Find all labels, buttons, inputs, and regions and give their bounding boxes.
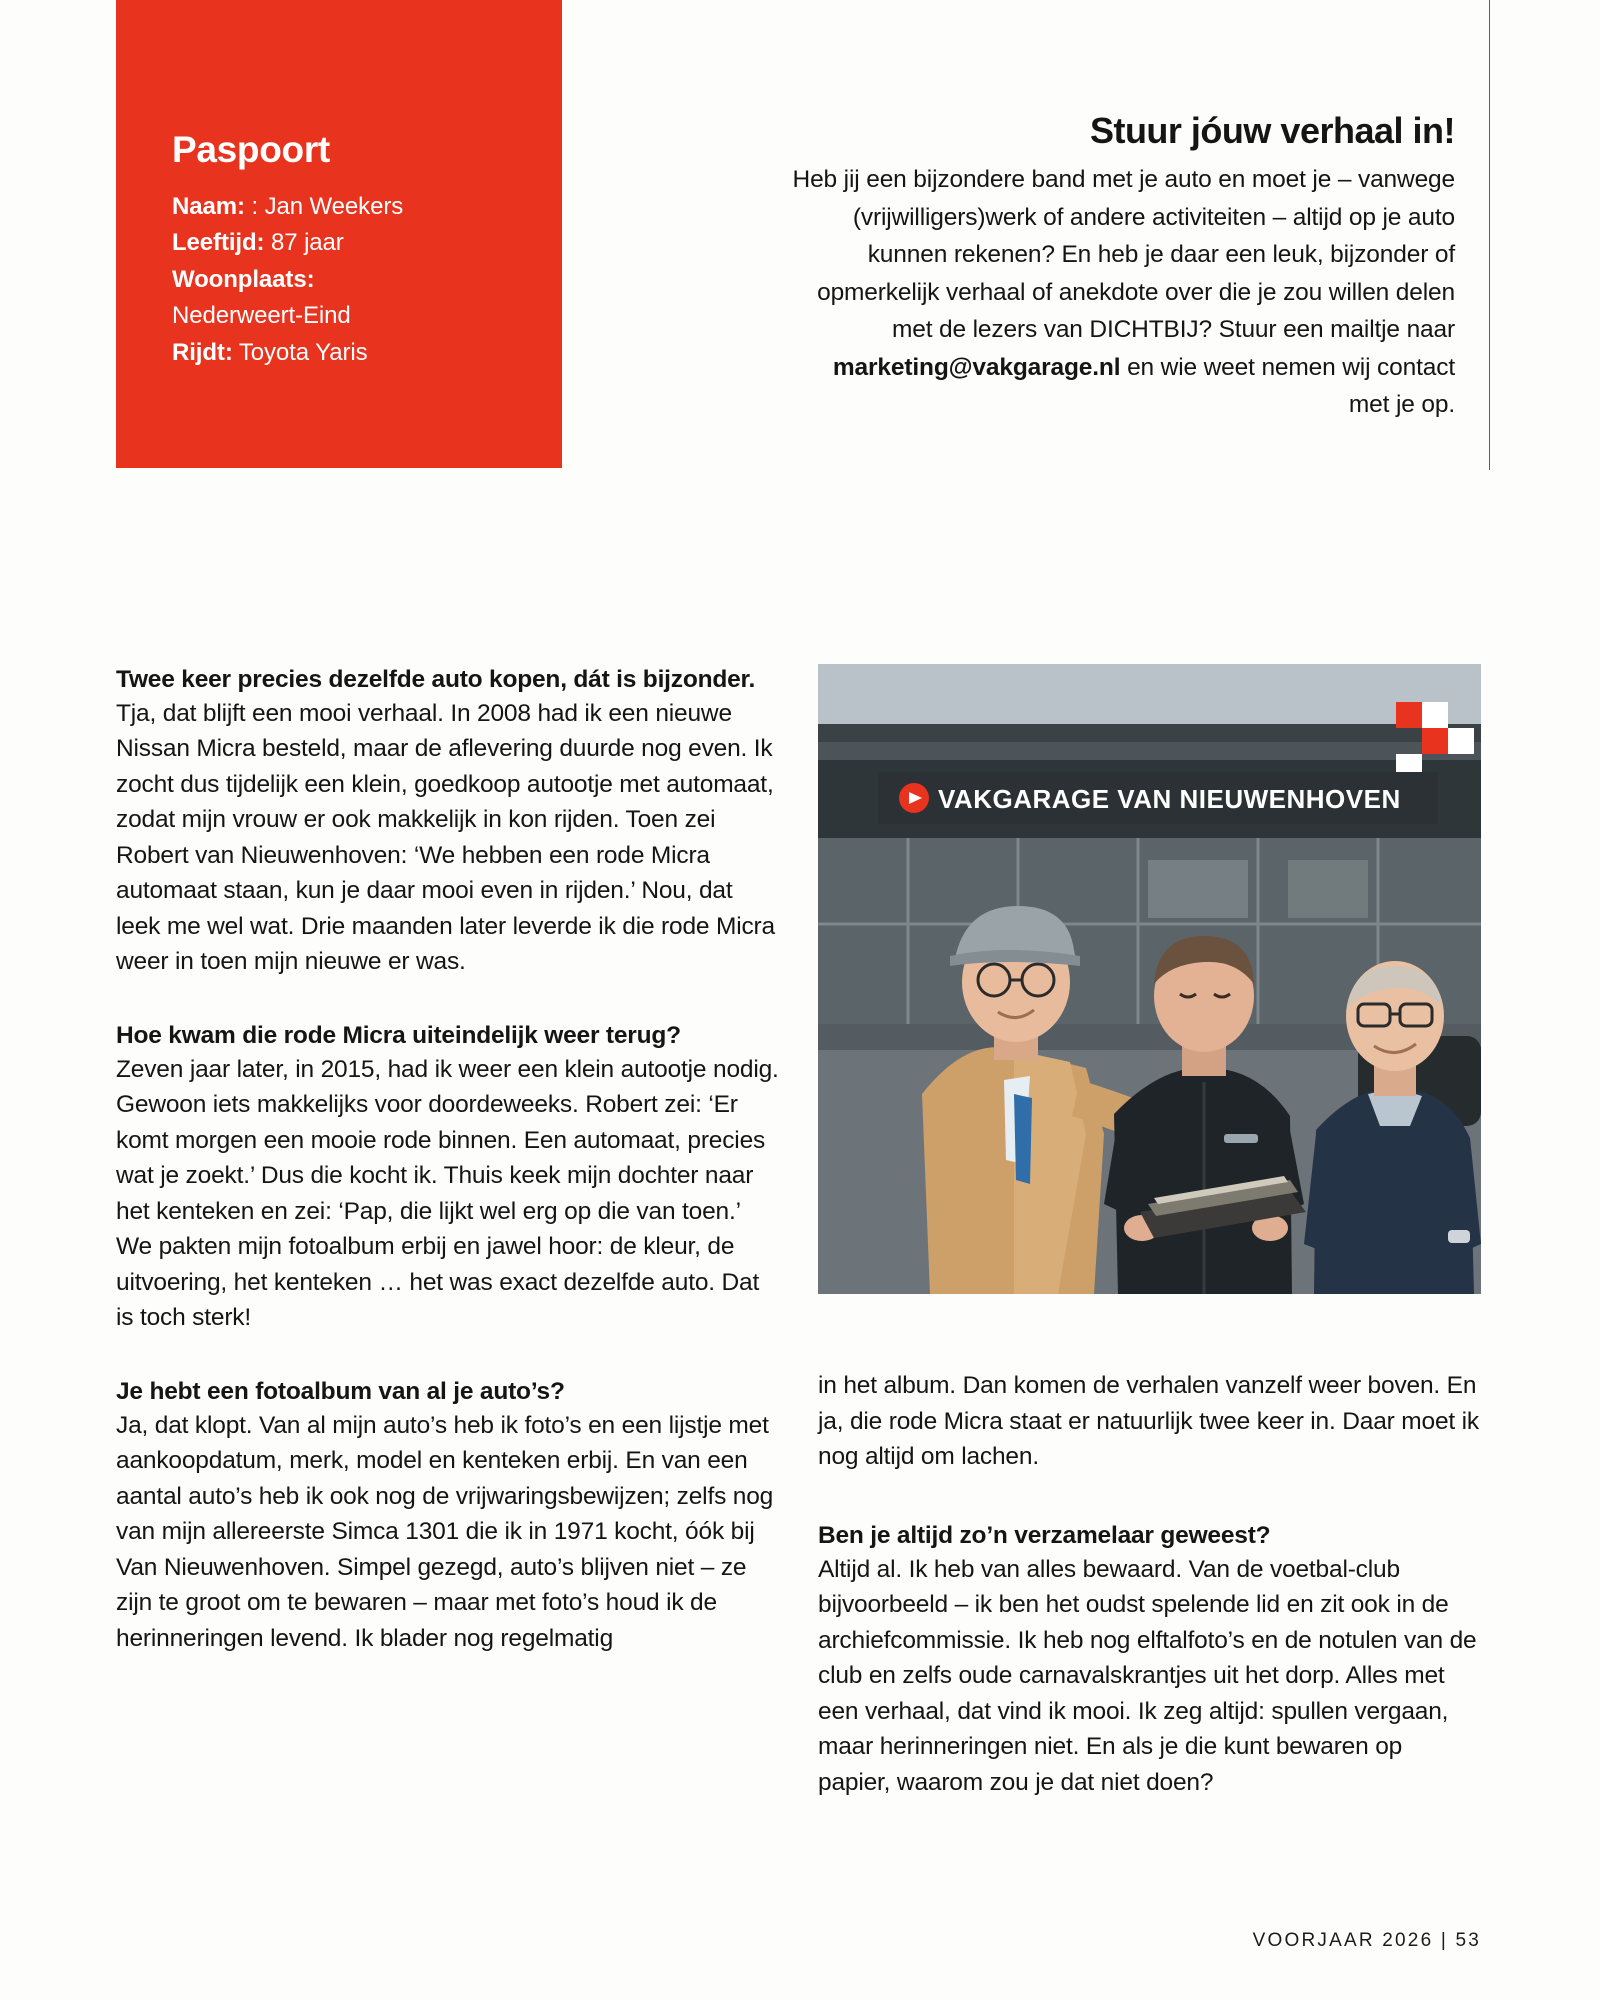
paspoort-title: Paspoort xyxy=(172,129,330,170)
footer-separator: | xyxy=(1440,1930,1448,1951)
article-paragraph-1: Tja, dat blijft een mooi verhaal. In 2008 had ik een nieuwe Nissan Micra besteld, maar de aflevering duurde nog even. Ik zocht dus tijdelijk een klein, goedkoop autootje met automaat, zodat mijn vrouw er ook makkelijk in kon rijden. Toen zei Robert van Nieuwenhoven: ‘We hebben een rode Micra automaat staan, kun je daar mooi even in rijden.’ Nou, dat leek me wel wat. Drie maanden later leverde ik die rode Micra weer in toen mijn nieuwe er was. xyxy=(116,699,775,976)
article-heading-1: Twee keer precies dezelfde auto kopen, dát is bijzonder. xyxy=(116,666,756,693)
article-photo xyxy=(818,664,1481,1294)
svg-text:VAKGARAGE VAN NIEUWENHOVEN: VAKGARAGE VAN NIEUWENHOVEN xyxy=(938,784,1401,814)
article-paragraph-continuation: in het album. Dan komen de verhalen vanzelf weer boven. En ja, die rode Micra staat er natuurlijk twee keer in. Daar moet ik nog altijd om lachen. xyxy=(818,1372,1479,1471)
submit-story-callout xyxy=(790,110,1455,424)
article-heading-2: Hoe kwam die rode Micra uiteindelijk weer terug? xyxy=(116,1021,681,1049)
submit-story-title: Stuur jóuw verhaal in! xyxy=(1089,110,1455,151)
paspoort-field-rijdt xyxy=(172,335,510,371)
footer-issue: VOORJAAR 2026 xyxy=(1252,1930,1434,1951)
article-heading-3: Je hebt een fotoalbum van al je auto’s? xyxy=(116,1377,565,1405)
paspoort-box xyxy=(116,0,562,468)
submit-story-body-part1: Heb jij een bijzondere band met je auto en moet je – vanwege (vrijwilligers)werk of andere activiteiten – altijd op je auto kunnen rekenen? En heb je daar een leuk, bijzonder of opmerkelijk verhaal of anekdote over die je zou willen delen met de lezers van DICHTBIJ? Stuur een mailtje naar xyxy=(792,166,1455,344)
article-heading-4: Ben je altijd zo’n verzamelaar geweest? xyxy=(818,1522,1271,1549)
paspoort-field-leeftijd-value: 87 jaar xyxy=(271,229,344,257)
submit-story-body-part2: en wie weet nemen wij contact met je op. xyxy=(1120,353,1455,419)
paspoort-field-naam xyxy=(172,189,510,225)
article-right-column-continuation xyxy=(818,1368,1481,1475)
article-block xyxy=(116,1020,779,1336)
paspoort-field-leeftijd xyxy=(172,225,510,261)
paspoort-field-leeftijd-label: Leeftijd: xyxy=(172,229,265,257)
paspoort-field-woonplaats-label: Woonplaats: xyxy=(172,265,315,293)
article-block xyxy=(116,664,779,980)
article-paragraph-4: Altijd al. Ik heb van alles bewaard. Van de voetbal-club bijvoorbeeld – ik ben het oudst spelende lid en zit ook in de archiefcommissie. Ik heb nog elftalfoto’s en de notulen van de club en zelfs oude carnavalskrantjes uit het dorp. Alles met een verhaal, dat vind ik mooi. Ik zeg altijd: spullen vergaan, maar herinneringen niet. En als je die kunt bewaren op papier, waarom zou je dat niet doen? xyxy=(818,1555,1477,1796)
article-left-column xyxy=(116,664,779,1656)
article-block xyxy=(818,1520,1481,1800)
article-paragraph-3: Ja, dat klopt. Van al mijn auto’s heb ik foto’s en een lijstje met aankoopdatum, merk, model en kenteken erbij. En van een aantal auto’s heb ik ook nog de vrijwaringsbewijzen; zelfs nog van mijn allereerste Simca 1301 die ik in 1971 kocht, óók bij Van Nieuwenhoven. Simpel gezegd, auto’s blijven niet – ze zijn te groot om te bewaren – maar met foto’s houd ik de herinneringen levend. Ik blader nog regelmatig xyxy=(116,1411,774,1652)
article-paragraph-2: Zeven jaar later, in 2015, had ik weer een klein autootje nodig. Gewoon iets makkelijks voor doordeweeks. Robert zei: ‘Er komt morgen een mooie rode binnen. Een automaat, precies wat je zoekt.’ Dus die kocht ik. Thuis keek mijn dochter naar het kenteken en zei: ‘Pap, die lijkt wel erg op die van toen.’ We pakten mijn fotoalbum erbij en jawel hoor: de kleur, de uitvoering, het kenteken … het was exact dezelfde auto. Dat is toch sterk! xyxy=(116,1055,779,1332)
paspoort-field-naam-value: : Jan Weekers xyxy=(251,192,404,220)
paspoort-field-woonplaats-value-line xyxy=(172,298,510,334)
paspoort-field-naam-label: Naam: xyxy=(172,192,245,220)
paspoort-field-rijdt-label: Rijdt: xyxy=(172,338,233,366)
paspoort-field-woonplaats-value: Nederweert-Eind xyxy=(172,302,351,330)
submit-story-email[interactable]: marketing@vakgarage.nl xyxy=(832,353,1121,381)
submit-story-body xyxy=(790,161,1455,423)
article-block xyxy=(116,1376,779,1656)
page-footer xyxy=(1253,1930,1481,1952)
footer-page-number: 53 xyxy=(1455,1930,1481,1951)
article-right-column xyxy=(818,1520,1481,1800)
paspoort-field-woonplaats xyxy=(172,262,510,298)
photo-illustration xyxy=(818,664,1481,1294)
paspoort-field-rijdt-value: Toyota Yaris xyxy=(238,338,368,366)
vertical-hairline-rule xyxy=(1489,0,1490,470)
